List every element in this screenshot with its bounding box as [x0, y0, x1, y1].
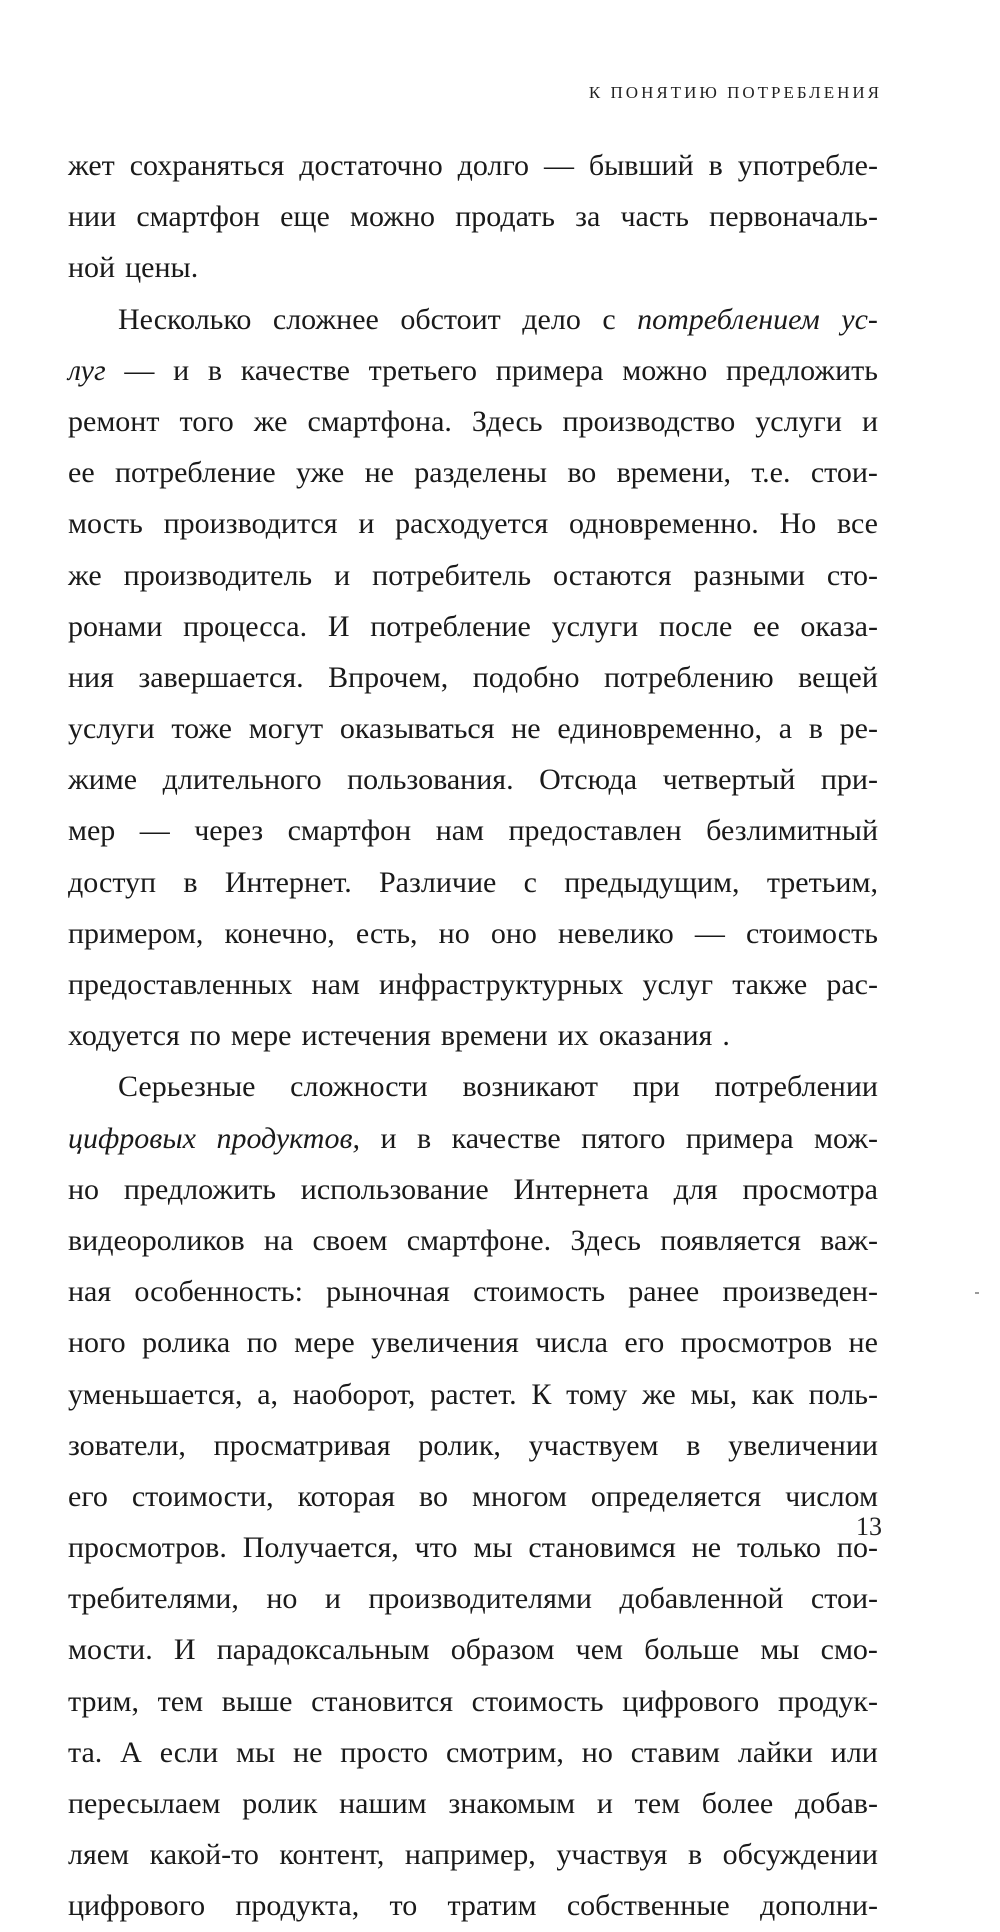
word: уже: [295, 456, 345, 490]
word: и: [358, 507, 375, 541]
word: ляем: [68, 1838, 130, 1872]
word: завершается.: [138, 660, 304, 694]
word: оно: [490, 916, 537, 950]
word: участвуем: [528, 1428, 659, 1462]
word: в: [686, 1428, 701, 1462]
word: же: [642, 1377, 676, 1411]
word: контент,: [279, 1838, 385, 1872]
word: стои-: [810, 1582, 878, 1616]
word: для: [673, 1172, 718, 1206]
word: качестве: [451, 1121, 561, 1155]
word: за: [575, 200, 601, 234]
text-line: [68, 1624, 878, 1675]
text-line: [68, 1727, 878, 1778]
word: не: [364, 456, 394, 490]
word: видеороликов: [68, 1223, 245, 1257]
word: тем: [634, 1787, 681, 1820]
text-line: [68, 857, 878, 908]
word: больше: [644, 1633, 740, 1667]
word: .: [722, 1019, 730, 1053]
word: не: [293, 1735, 323, 1769]
word: третьим,: [766, 865, 878, 899]
word: в: [808, 712, 823, 746]
word: потреблению: [603, 660, 774, 694]
word: ного: [68, 1326, 126, 1360]
word: цифрового: [68, 1889, 206, 1923]
word: мере: [294, 1326, 355, 1360]
word: его: [624, 1326, 665, 1360]
word: разделены: [414, 456, 547, 490]
word: числом: [785, 1479, 878, 1513]
word: становится: [311, 1684, 454, 1718]
word: также: [732, 968, 808, 1001]
word: потребление: [370, 609, 531, 643]
word: конечно,: [224, 916, 335, 950]
word: ролика: [142, 1326, 231, 1360]
word: же: [253, 404, 288, 438]
word: пятого: [581, 1121, 666, 1155]
word: вещей: [798, 660, 878, 694]
word: четвертый: [662, 763, 796, 797]
word: появляется: [660, 1223, 801, 1257]
text-line: [68, 1880, 878, 1931]
word: луг: [68, 353, 106, 387]
text-line: [68, 1215, 878, 1266]
word: инфраструктурных: [379, 968, 624, 1001]
word: предоставлен: [508, 814, 682, 848]
word: в: [687, 1838, 703, 1872]
text-line: [68, 1061, 878, 1112]
word: подобно: [472, 660, 580, 694]
text-line: [68, 550, 878, 601]
word: при: [632, 1070, 680, 1104]
text-line: [68, 908, 878, 959]
word: на: [263, 1223, 294, 1257]
word: —: [694, 916, 725, 950]
word: просмотра: [742, 1172, 878, 1206]
word: но: [581, 1735, 613, 1769]
word: ронами: [68, 609, 163, 643]
word: мы: [473, 1531, 513, 1565]
word: просматривая: [213, 1428, 391, 1462]
word: тому: [566, 1377, 628, 1411]
word: рас-: [826, 968, 878, 1001]
text-line: [68, 1778, 878, 1829]
word: и: [861, 404, 878, 438]
word: Отсюда: [539, 763, 638, 797]
word: можно: [622, 353, 708, 387]
word: Но: [779, 507, 817, 541]
text-line: [68, 1420, 878, 1471]
word: сложности: [290, 1070, 428, 1104]
word: Получается,: [242, 1531, 399, 1565]
word: жиме: [68, 763, 138, 797]
word: все: [837, 507, 878, 541]
word: и: [324, 1582, 341, 1616]
word: уменьшается,: [68, 1377, 243, 1411]
word: по: [189, 1019, 221, 1053]
word: а: [778, 712, 793, 746]
word: доступ: [68, 865, 157, 899]
word: собственные: [566, 1889, 730, 1923]
text-line: [68, 754, 878, 805]
word: пересылаем: [68, 1787, 221, 1820]
word: не: [511, 712, 541, 746]
word: растет.: [430, 1377, 517, 1411]
word: И: [327, 609, 350, 643]
word: услуги: [755, 404, 842, 438]
word: цифровых: [68, 1121, 196, 1155]
word: длительного: [162, 763, 322, 797]
word: разными: [693, 558, 805, 592]
word: ранее: [628, 1275, 700, 1309]
word: в: [207, 353, 223, 387]
running-header: К ПОНЯТИЮ ПОТРЕБЛЕНИЯ: [588, 83, 882, 102]
word: использование: [300, 1172, 489, 1206]
word: добавленной: [619, 1582, 784, 1616]
word: Несколько: [118, 302, 252, 336]
scan-speck: [975, 1292, 979, 1294]
word: образом: [450, 1633, 555, 1667]
word: не: [848, 1326, 878, 1360]
word: третьего: [368, 353, 478, 387]
word: ремонт: [68, 404, 160, 438]
word: остаются: [553, 558, 672, 592]
word: мости.: [68, 1633, 153, 1667]
word: нам: [435, 814, 485, 848]
word: наоборот,: [292, 1377, 416, 1411]
word: т.е.: [751, 456, 791, 490]
word: или: [830, 1735, 878, 1769]
word: например,: [404, 1838, 536, 1872]
word: смотрим,: [445, 1735, 564, 1769]
word: только: [736, 1531, 822, 1565]
word: Здесь: [570, 1223, 641, 1257]
text-line: [68, 1317, 878, 1368]
word: —: [543, 149, 574, 182]
text-line: [68, 1471, 878, 1522]
word: чем: [575, 1633, 624, 1667]
word: —: [139, 814, 170, 848]
word: продукта,: [235, 1889, 360, 1923]
word: требителями,: [68, 1582, 239, 1616]
page-number: 13: [856, 1512, 882, 1541]
word: Серьезные: [118, 1070, 256, 1104]
word: тоже: [171, 712, 232, 746]
word: и: [380, 1121, 397, 1155]
text-line: [68, 294, 878, 345]
word: и: [334, 558, 351, 592]
word: же: [68, 558, 102, 592]
word: ус-: [841, 302, 878, 336]
word: его: [68, 1479, 108, 1513]
text-line: [68, 498, 878, 549]
word: производится: [163, 507, 338, 541]
word: ная: [68, 1275, 112, 1309]
word: ставим: [630, 1735, 721, 1769]
word: жет: [68, 149, 115, 182]
word: Впрочем,: [328, 660, 449, 694]
word: потребление: [114, 456, 276, 490]
word: многом: [471, 1479, 567, 1513]
word: потреблением: [637, 302, 820, 336]
word: определяется: [590, 1479, 762, 1513]
word: стоимость: [473, 1275, 606, 1309]
word: добав-: [794, 1787, 878, 1820]
word: оказания: [598, 1019, 713, 1053]
word: обсуждении: [722, 1838, 878, 1872]
text-line: [68, 1676, 878, 1727]
word: но: [266, 1582, 298, 1616]
word: просмотров: [680, 1326, 833, 1360]
word: как: [751, 1377, 794, 1411]
word: услуги: [68, 712, 155, 746]
word: смо-: [820, 1633, 878, 1667]
word: потреблении: [714, 1070, 878, 1104]
word: произведен-: [722, 1275, 878, 1309]
word: парадоксальным: [216, 1633, 430, 1667]
word: знакомым: [448, 1787, 576, 1820]
word: оказываться: [339, 712, 495, 746]
word: мож-: [814, 1121, 878, 1155]
word: бывший: [588, 149, 694, 182]
word: предыдущим,: [564, 865, 740, 899]
text-line: [68, 242, 878, 293]
word: безлимитный: [706, 814, 878, 848]
word: какой-то: [149, 1838, 259, 1872]
word: просмотров.: [68, 1531, 227, 1565]
word: долго: [457, 149, 530, 182]
word: через: [194, 814, 264, 848]
word: ролик,: [418, 1428, 501, 1462]
word: примера: [495, 353, 604, 387]
word: предложить: [725, 353, 878, 387]
word: мы: [236, 1735, 276, 1769]
word: Интернета: [513, 1172, 649, 1206]
word: стоимость: [471, 1684, 604, 1718]
word: предложить: [123, 1172, 276, 1206]
word: расходуется: [395, 507, 549, 541]
word: мере: [230, 1019, 292, 1053]
word: при-: [820, 763, 878, 797]
word: И: [173, 1633, 196, 1667]
text-line: [68, 1266, 878, 1317]
text-line: [68, 447, 878, 498]
word: ее: [753, 609, 780, 643]
word: та.: [68, 1735, 103, 1769]
word: увеличения: [371, 1326, 519, 1360]
word: примером,: [68, 916, 204, 950]
word: в: [183, 865, 198, 899]
word: более: [701, 1787, 774, 1820]
word: ее: [68, 456, 95, 490]
word: продуктов,: [216, 1121, 360, 1155]
word: ния: [68, 660, 114, 694]
word: оказа-: [800, 609, 878, 643]
word: и: [596, 1787, 613, 1820]
word: обстоит: [400, 302, 501, 336]
word: истечения: [301, 1019, 431, 1053]
word: смартфоне.: [406, 1223, 552, 1257]
word: нашим: [339, 1787, 427, 1820]
word: которая: [297, 1479, 396, 1513]
word: участвуя: [556, 1838, 668, 1872]
text-line: [68, 1369, 878, 1420]
word: ной: [68, 251, 116, 285]
word: К: [531, 1377, 552, 1411]
word: могут: [248, 712, 324, 746]
word: нам: [311, 968, 360, 1001]
word: трим,: [68, 1684, 140, 1718]
word: производитель: [123, 558, 313, 592]
word: ролик: [242, 1787, 318, 1820]
word: увеличении: [728, 1428, 878, 1462]
word: часть: [620, 200, 689, 234]
word: зователи,: [68, 1428, 186, 1462]
word: возникают: [462, 1070, 598, 1104]
word: услуги: [551, 609, 639, 643]
word: продук-: [777, 1684, 878, 1718]
word: тратим: [447, 1889, 537, 1923]
word: есть,: [355, 916, 418, 950]
word: предоставленных: [68, 968, 293, 1001]
word: лайки: [737, 1735, 813, 1769]
word: Различие: [379, 865, 497, 899]
word: но: [438, 916, 470, 950]
text-line: [68, 396, 878, 447]
word: мер: [68, 814, 116, 848]
word: но: [68, 1172, 100, 1206]
word: процесса.: [183, 609, 308, 643]
text-line: [68, 652, 878, 703]
word: сто-: [826, 558, 878, 592]
word: тем: [157, 1684, 204, 1718]
word: стоимость: [745, 916, 878, 950]
word: смартфон: [136, 200, 260, 234]
word: примера: [685, 1121, 794, 1155]
text-line: [68, 1113, 878, 1164]
word: по: [246, 1326, 278, 1360]
word: —: [124, 353, 155, 387]
text-line: [68, 601, 878, 652]
word: невелико: [558, 916, 674, 950]
word: единовременно,: [557, 712, 763, 746]
word: то: [389, 1889, 418, 1923]
word: производителями: [368, 1582, 592, 1616]
word: употребле-: [737, 149, 878, 182]
text-line: [68, 191, 878, 242]
word: по-: [836, 1531, 878, 1565]
word: мы: [760, 1633, 800, 1667]
word: А: [120, 1735, 142, 1769]
word: выше: [221, 1684, 293, 1718]
word: нии: [68, 200, 117, 234]
word: что: [414, 1531, 458, 1565]
word: после: [658, 609, 733, 643]
word: ходуется: [68, 1019, 180, 1053]
text-line: [68, 140, 878, 191]
text-line: [68, 345, 878, 396]
word: во: [567, 456, 597, 490]
word: того: [179, 404, 234, 438]
word: поль-: [808, 1377, 878, 1411]
word: дополни-: [759, 1889, 878, 1923]
word: во: [419, 1479, 448, 1513]
word: продать: [455, 200, 555, 234]
word: с: [602, 302, 616, 336]
word: первоначаль-: [709, 200, 878, 234]
word: производство: [562, 404, 736, 438]
word: рыночная: [326, 1275, 450, 1309]
word: Здесь: [471, 404, 543, 438]
word: стоимости,: [131, 1479, 274, 1513]
word: времени,: [616, 456, 731, 490]
word: своем: [312, 1223, 388, 1257]
word: числа: [535, 1326, 608, 1360]
word: становимся: [528, 1531, 676, 1565]
word: услуг: [642, 968, 714, 1001]
word: одновременно.: [568, 507, 759, 541]
text-line: [68, 703, 878, 754]
word: особенность:: [134, 1275, 303, 1309]
text-line: [68, 1573, 878, 1624]
text-line: [68, 1522, 878, 1573]
word: и: [173, 353, 190, 387]
word: если: [159, 1735, 219, 1769]
word: дело: [522, 302, 581, 336]
word: не: [691, 1531, 722, 1565]
word: цифрового: [622, 1684, 760, 1718]
word: времени: [440, 1019, 548, 1053]
word: пользования.: [347, 763, 514, 797]
word: еще: [280, 200, 330, 234]
text-line: [68, 1829, 878, 1880]
word: цены.: [125, 251, 199, 285]
word: с: [523, 865, 537, 899]
word: в: [708, 149, 723, 182]
word: смартфона.: [307, 404, 452, 438]
word: достаточно: [299, 149, 443, 182]
text-line: [68, 805, 878, 856]
word: стои-: [810, 456, 878, 490]
word: ре-: [839, 712, 878, 746]
word: можно: [350, 200, 436, 234]
text-line: [68, 1010, 878, 1061]
text-line: [68, 1164, 878, 1215]
word: их: [557, 1019, 589, 1053]
word: а,: [257, 1377, 279, 1411]
word: смартфон: [287, 814, 412, 848]
word: в: [416, 1121, 432, 1155]
word: просто: [340, 1735, 429, 1769]
word: сложнее: [272, 302, 379, 336]
word: мость: [68, 507, 143, 541]
word: сохраняться: [129, 149, 285, 182]
word: Интернет.: [224, 865, 352, 899]
body-text: [68, 140, 878, 1932]
text-line: [68, 959, 878, 1010]
word: мы,: [690, 1377, 738, 1411]
word: важ-: [820, 1223, 878, 1257]
word: качестве: [240, 353, 350, 387]
word: потребитель: [372, 558, 532, 592]
